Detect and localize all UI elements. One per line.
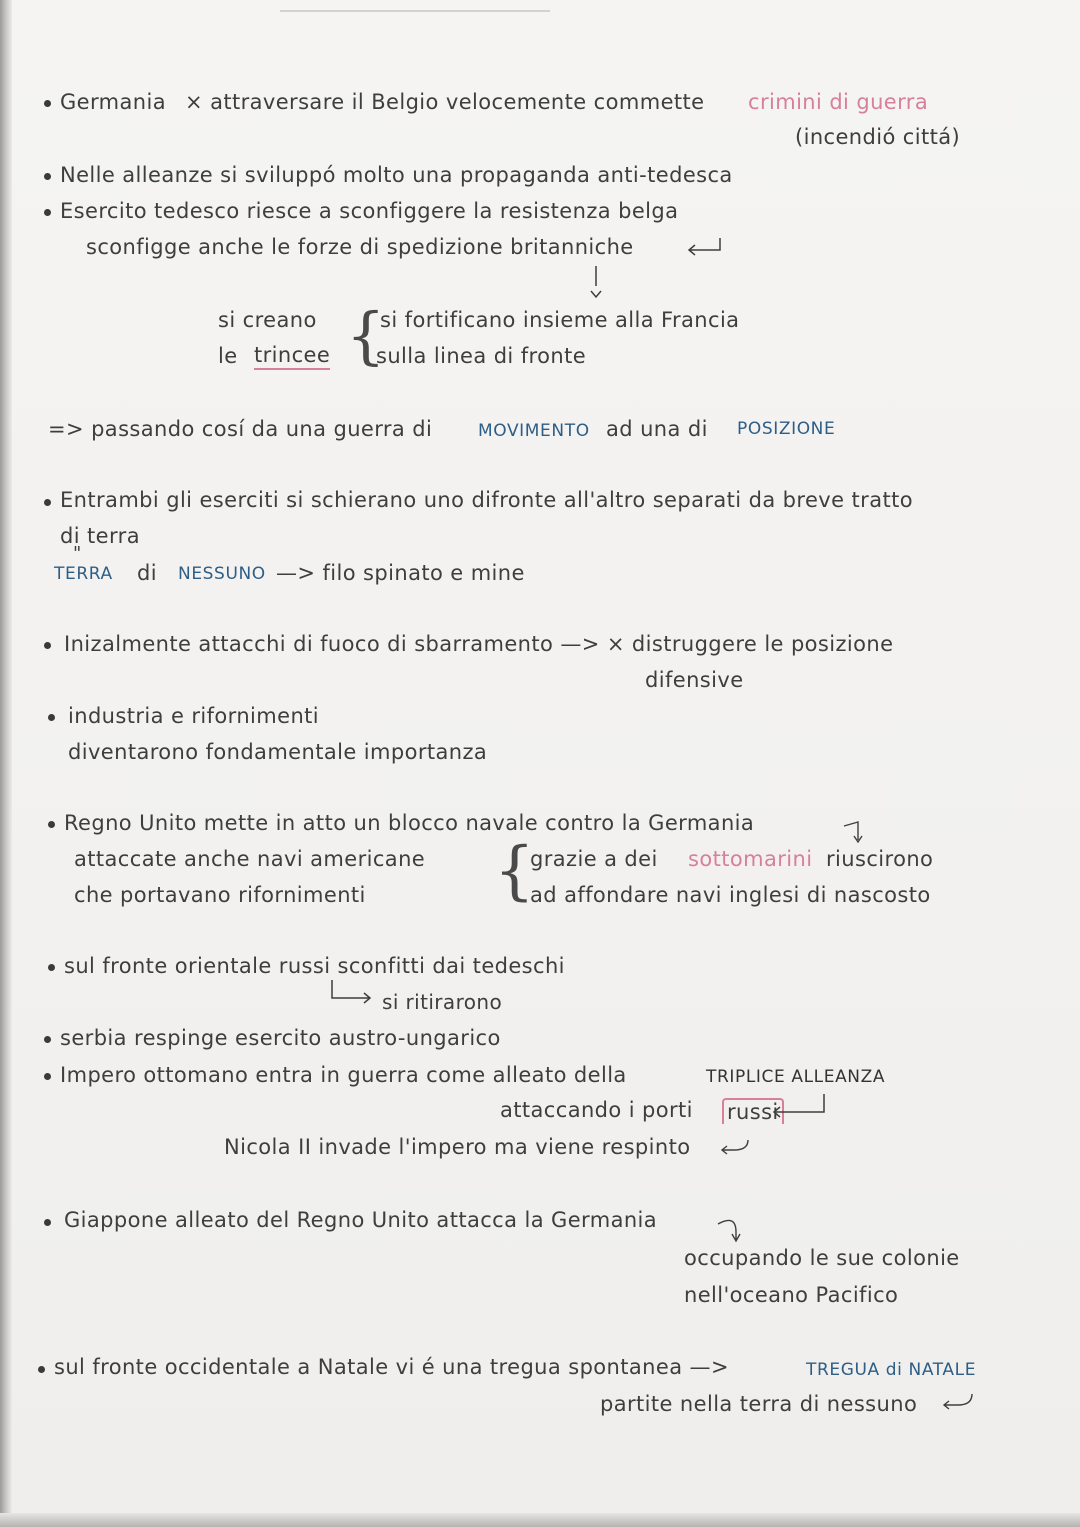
text-industria: industria e rifornimenti [68,704,320,728]
text-oceano-pacifico: nell'oceano Pacifico [684,1283,899,1307]
bullet [44,173,51,180]
text-di-terra: di terra [60,524,140,548]
page-fold-mark [280,10,550,12]
arrow-back-icon [718,1138,752,1158]
text-nicola: Nicola II invade l'impero ma viene respinto [224,1135,691,1159]
bullet [44,1036,51,1043]
text-attraversare: × attraversare il Belgio velocemente commette [185,90,705,114]
text-terra: TERRA [54,564,113,584]
text-ad-una-di: ad una di [606,417,708,441]
page-bottom-edge [0,1513,1080,1527]
text-triplice-alleanza: TRIPLICE ALLEANZA [706,1067,886,1087]
text-fronte-orientale: sul fronte orientale russi sconfitti dai tedeschi [64,954,565,978]
brace-icon: { [346,299,386,372]
text-germania: Germania [60,90,166,114]
text-rifornimenti: che portavano rifornimenti [74,883,366,907]
text-le: le [218,344,238,368]
bullet [38,1366,45,1373]
bullet [44,499,51,506]
text-inizalmente: Inizalmente attacchi di fuoco di sbarramento —> × distruggere le posizione [64,632,894,656]
text-filo-spinato: —> filo spinato e mine [276,561,525,585]
text-nessuno: NESSUNO [178,564,266,584]
text-trincee: trincee [254,342,330,370]
bullet [44,642,51,649]
text-si-creano: si creano [218,308,317,332]
bullet [48,964,55,971]
bullet [44,1219,51,1226]
text-propaganda: Nelle alleanze si sviluppó molto una propaganda anti-tedesca [60,163,733,187]
arrow-down-icon [588,266,604,302]
text-difensive: difensive [645,668,744,692]
ditto-mark: " [73,543,82,564]
arrow-curve-down-icon [842,818,866,848]
text-occupando: occupando le sue colonie [684,1246,960,1270]
text-giappone: Giappone alleato del Regno Unito attacca la Germania [64,1208,658,1232]
text-riuscirono: riuscirono [826,847,934,871]
text-linea-di-fronte: sulla linea di fronte [376,344,587,368]
arrow-curve-down-icon [716,1214,744,1248]
text-fronte-occidentale: sul fronte occidentale a Natale vi é una tregua spontanea —> [54,1355,729,1379]
text-sottomarini: sottomarini [688,847,813,871]
text-crimini-di-guerra: crimini di guerra [748,90,929,114]
text-impero-ottomano: Impero ottomano entra in guerra come alleato della [60,1063,627,1087]
text-passando: => passando cosí da una guerra di [48,417,433,441]
brace-icon: { [494,834,535,908]
text-posizione: POSIZIONE [737,419,836,439]
bullet [44,100,51,107]
bullet [44,209,51,216]
bullet [44,1073,51,1080]
text-ritirarono: si ritirarono [382,990,503,1014]
bullet [48,821,55,828]
text-esercito-tedesco: Esercito tedesco riesce a sconfiggere la resistenza belga [60,199,679,223]
text-russi: russi [722,1098,784,1124]
text-incendio-citta: (incendió cittá) [795,125,961,149]
arrow-back-icon [940,1392,976,1414]
text-partite: partite nella terra di nessuno [600,1392,918,1416]
text-si-fortificano: si fortificano insieme alla Francia [380,308,740,332]
arrow-elbow-icon [330,980,380,1006]
text-movimento: MOVIMENTO [478,421,590,441]
text-navi-americane: attaccate anche navi americane [74,847,426,871]
bullet [48,714,55,721]
text-di: di [137,561,157,585]
arrow-back-icon [768,1094,828,1120]
page-left-edge [0,0,12,1527]
text-affondare: ad affondare navi inglesi di nascosto [530,883,931,907]
arrow-back-icon [685,236,725,256]
text-serbia: serbia respinge esercito austro-ungarico [60,1026,501,1050]
text-regno-unito: Regno Unito mette in atto un blocco navale contro la Germania [64,811,755,835]
text-entrambi: Entrambi gli eserciti si schierano uno difronte all'altro separati da breve tratto [60,488,913,512]
text-tregua-di-natale: TREGUA di NATALE [806,1360,977,1380]
text-spedizione-britanniche: sconfigge anche le forze di spedizione britanniche [86,235,634,259]
text-fondamentale: diventarono fondamentale importanza [68,740,488,764]
text-grazie-a-dei: grazie a dei [530,847,658,871]
text-attaccando: attaccando i porti [500,1098,693,1122]
